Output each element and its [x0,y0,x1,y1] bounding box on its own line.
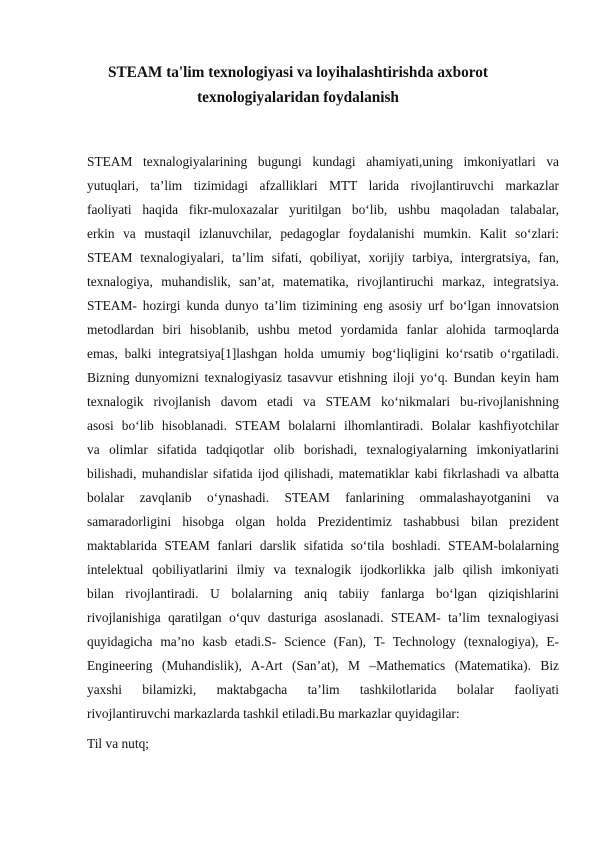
list-paragraph [87,732,559,756]
paragraph-line: erkin va mustaqil izlanuvchilar, pedagoglar foydalanishi mumkin. Kalit so‘zlari: [87,226,559,241]
paragraph-line: metodlardan biri hisoblanib, ushbu metod yordamida fanlar alohida tarmoqlarda [87,322,559,337]
paragraph-line: STEAM- hozirgi kunda dunyo ta’lim tizimining eng asosiy urf bo‘lgan innovatsion [87,298,559,313]
paragraph-line: faoliyati haqida fikr-muloxazalar yuritilgan bo‘lib, ushbu maqoladan talabalar, [87,202,559,217]
paragraph-line: STEAM texnalogiyalari, ta’lim sifati, qobiliyat, xorijiy tarbiya, intergratsiya, fan, [87,250,559,265]
paragraph-line: samaradorligini hisobga olgan holda Prezidentimiz tashabbusi bilan prezident [87,514,559,529]
list-item-til-va-nutq: Til va nutq; [87,736,150,751]
paragraph-line: yutuqlari, ta’lim tizimidagi afzalliklari MTT larida rivojlantiruvchi markazlar [87,178,559,193]
document-title [60,60,536,110]
paragraph-line: STEAM texnalogiyalarining bugungi kundagi ahamiyati,uning imkoniyatlari va [87,154,559,169]
paragraph-line: rivojlantiruvchi markazlarda tashkil etiladi.Bu markazlar quyidagilar: [87,706,460,721]
title-line-1: STEAM ta'lim texnologiyasi va loyihalashtirishda axborot [107,64,489,81]
paragraph-line: bilishadi, muhandislar sifatida ijod qilishadi, matematiklar kabi fikrlashadi va albatta [87,466,559,481]
paragraph-line: yaxshi bilamizki, maktabgacha ta’lim tashkilotlarida bolalar faoliyati [87,682,559,697]
paragraph-line: intelektual qobiliyatlarini ilmiy va texnalogik ijodkorlikka jalb qilish imkoniyati [87,562,559,577]
document-body [87,150,559,756]
paragraph-line: Engineering (Muhandislik), A-Art (San’at), M –Mathematics (Matematika). Biz [87,658,559,673]
paragraph-line: asosi bo‘lib hisoblanadi. STEAM bolalarni ilhomlantiradi. Bolalar kashfiyotchilar [87,418,559,433]
paragraph-line: texnalogiya, muhandislik, san’at, matematika, rivojlantiruchi markaz, integratsiya. [87,274,559,289]
paragraph-line: bilan rivojlantiradi. U bolalarning aniq tabiiy fanlarga bo‘lgan qiziqishlarini [87,586,559,601]
paragraph-line: emas, balki integratsiya[1]lashgan holda umumiy bog‘liqligini ko‘rsatib o‘rgatiladi. [87,346,559,361]
title-line-2: texnologiyalaridan foydalanish [197,89,399,106]
paragraph-line: rivojlanishiga qaratilgan o‘quv dasturiga asoslanadi. STEAM- ta’lim texnalogiyasi [87,610,559,625]
paragraph-line: bolalar zavqlanib o‘ynashadi. STEAM fanlarining ommalashayotganini va [87,490,559,505]
paragraph-line: va olimlar sifatida tadqiqotlar olib borishadi, texnalogiyalarning imkoniyatlarini [87,442,559,457]
paragraph-line: quyidagicha ma’no kasb etadi.S- Science (Fan), T- Technology (texnalogiya), E- [87,634,559,649]
paragraph-line: maktablarida STEAM fanlari darslik sifatida so‘tila boshladi. STEAM-bolalarning [87,538,559,553]
paragraph-line: Bizning dunyomizni texnalogiyasiz tasavvur etishning iloji yo‘q. Bundan keyin ham [87,370,559,385]
main-paragraph [87,150,559,726]
paragraph-line: texnalogik rivojlanish davom etadi va STEAM ko‘nikmalari bu-rivojlanishning [87,394,559,409]
